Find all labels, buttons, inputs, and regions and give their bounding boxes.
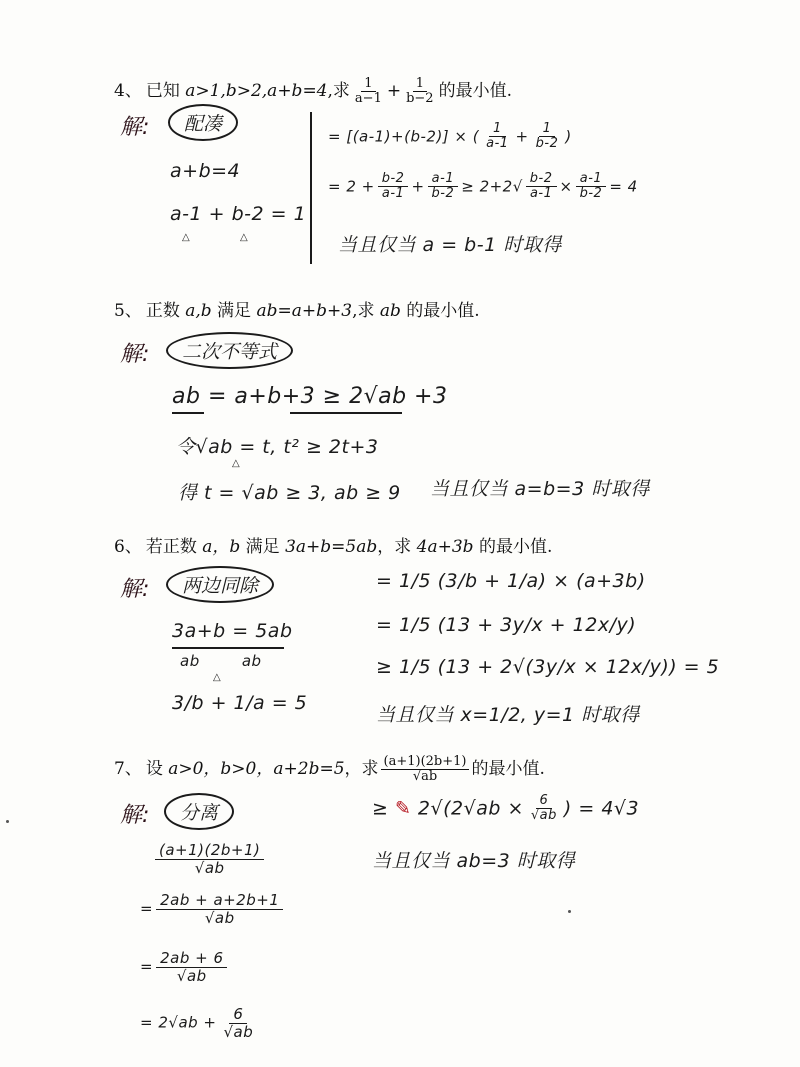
hw-fraction [428, 172, 459, 202]
plus-sign: + [386, 81, 402, 101]
hw-text: = 2√ab + [140, 1013, 217, 1032]
paper-speck [6, 820, 9, 823]
hw-fraction [482, 122, 512, 152]
fraction [352, 77, 385, 106]
problem-target: 4a+3b [416, 537, 474, 557]
hw-line: 当且仅当 x=1/2, y=1 时取得 [376, 704, 640, 726]
hw-line: ≥ 1/5 (13 + 2√(3y/x × 12x/y)) = 5 [376, 656, 720, 678]
hw-line: 得 t = √ab ≥ 3, ab ≥ 9 [178, 482, 401, 504]
hw-text: ) [565, 127, 572, 146]
hw-fraction [220, 1006, 258, 1040]
problem-text: 的最小值. [473, 537, 553, 557]
problem-text: 满足 [211, 301, 257, 321]
hw-fraction [156, 892, 283, 926]
numerator: 2ab + a+2b+1 [156, 892, 283, 910]
denominator: a-1 [486, 136, 509, 152]
hw-fraction [526, 172, 557, 202]
problem-number: 4、 [114, 81, 142, 101]
denominator: √ab [204, 908, 235, 927]
problem-text: ,求 [352, 301, 380, 321]
equals-sign: = [140, 899, 154, 918]
problem-number: 6、 [114, 537, 142, 557]
hw-line: 当且仅当 ab=3 时取得 [372, 850, 576, 872]
problem-vars: a,b [185, 301, 212, 321]
hw-line [140, 1006, 260, 1040]
triangle-mark: △ [232, 458, 240, 469]
triangle-mark: △ [182, 232, 190, 243]
numerator: b-2 [378, 172, 409, 187]
problem-number: 5、 [114, 301, 142, 321]
solution-label: 解: [120, 115, 150, 140]
hw-text: = 4 [609, 177, 638, 196]
solution-label: 解: [120, 577, 150, 602]
problem-text: 已知 [145, 81, 186, 101]
numerator: 1 [413, 77, 427, 92]
denominator: a-1 [529, 186, 553, 202]
hw-fraction [532, 122, 563, 152]
hw-fraction [576, 172, 607, 202]
problem-7 [114, 754, 545, 784]
numerator: a-1 [428, 172, 458, 187]
problem-4 [114, 76, 512, 106]
hw-line: 令√ab = t, t² ≥ 2t+3 [176, 436, 379, 458]
numerator: 1 [539, 122, 556, 137]
hw-line [140, 892, 286, 926]
denominator: a-1 [381, 186, 405, 202]
numerator: 6 [536, 794, 553, 809]
hw-text: ≥ 2+2√ [461, 177, 523, 196]
fraction-bar [172, 647, 284, 649]
denominator: √ab [412, 769, 438, 784]
hw-line: ab ab [180, 652, 262, 670]
hw-text: ≥ [372, 797, 389, 820]
denominator: b-2 [579, 186, 603, 202]
hw-fraction [155, 842, 264, 876]
numerator: b-2 [526, 172, 557, 187]
numerator: a-1 [576, 172, 606, 187]
problem-target: ab [379, 301, 401, 321]
times-sign: × [559, 177, 573, 196]
hw-line: 当且仅当 a = b-1 时取得 [338, 234, 562, 256]
problem-text: 满足 [240, 537, 286, 557]
hw-text: ) = 4√3 [563, 797, 640, 820]
problem-5 [114, 296, 480, 321]
numerator: 2ab + 6 [156, 950, 227, 968]
hw-text: = 2 + [328, 177, 375, 196]
denominator: √ab [194, 858, 225, 877]
problem-condition: a>1,b>2,a+b=4 [185, 81, 328, 101]
problem-text: 设 [145, 759, 169, 779]
divider-line [310, 112, 312, 264]
hw-line [328, 122, 572, 152]
denominator: √ab [176, 966, 207, 985]
plus-sign: + [515, 127, 529, 146]
denominator: a−1 [354, 91, 382, 106]
problem-text: 的最小值. [471, 759, 545, 779]
paper-speck [568, 910, 571, 913]
problem-text: 的最小值. [438, 81, 512, 101]
problem-condition: a>0，b>0，a+2b=5 [168, 759, 345, 779]
hw-line [152, 842, 267, 876]
numerator: (a+1)(2b+1) [155, 842, 264, 860]
denominator: b-2 [535, 136, 559, 152]
problem-number: 7、 [114, 759, 142, 779]
method-oval: 二次不等式 [166, 332, 293, 369]
denominator: b−2 [406, 91, 434, 106]
hw-line: = 1/5 (3/b + 1/a) × (a+3b) [376, 570, 646, 592]
fraction [381, 755, 470, 784]
hw-line: ab = a+b+3 ≥ 2√ab +3 [172, 384, 448, 409]
solution-label: 解: [120, 803, 150, 828]
problem-text: ，求 [377, 537, 417, 557]
hw-text: = [(a-1)+(b-2)] × ( [328, 127, 480, 146]
solution-label: 解: [120, 342, 150, 367]
underline [172, 412, 204, 414]
hw-text: 2√(2√ab × [417, 797, 524, 820]
hw-line: a+b=4 [170, 160, 241, 182]
triangle-mark: △ [213, 672, 221, 683]
hw-line: 当且仅当 a=b=3 时取得 [430, 478, 650, 500]
method-oval: 分离 [164, 793, 234, 830]
plus-sign: + [411, 177, 425, 196]
problem-6 [114, 532, 552, 557]
hw-line [328, 172, 638, 202]
hw-line: 3a+b = 5ab [172, 620, 293, 642]
problem-vars: a，b [202, 537, 241, 557]
problem-condition: 3a+b=5ab [285, 537, 378, 557]
hw-line [372, 794, 639, 824]
hw-fraction [378, 172, 409, 202]
hw-fraction [527, 794, 561, 824]
denominator: √ab [223, 1022, 254, 1041]
denominator: √ab [530, 808, 557, 824]
problem-text: ，求 [344, 759, 379, 779]
numerator: (a+1)(2b+1) [381, 755, 470, 770]
hw-line: = 1/5 (13 + 3y/x + 12x/y) [376, 614, 637, 636]
denominator: b-2 [431, 186, 455, 202]
underline [290, 412, 402, 414]
numerator: 1 [361, 77, 375, 92]
method-oval: 配凑 [168, 104, 238, 141]
problem-text: 正数 [145, 301, 186, 321]
problem-text: ,求 [327, 81, 350, 101]
fraction [403, 77, 437, 106]
problem-text: 若正数 [145, 537, 203, 557]
problem-text: 的最小值. [400, 301, 480, 321]
problem-condition: ab=a+b+3 [256, 301, 353, 321]
triangle-mark: △ [240, 232, 248, 243]
hw-line: 3/b + 1/a = 5 [172, 692, 308, 714]
red-mark: ✎ [388, 797, 418, 820]
numerator: 6 [229, 1006, 247, 1024]
equals-sign: = [140, 957, 154, 976]
numerator: 1 [489, 122, 506, 137]
hw-fraction [156, 950, 227, 984]
hw-line: a-1 + b-2 = 1 [170, 203, 307, 225]
method-oval: 两边同除 [166, 566, 274, 603]
hw-line [140, 950, 230, 984]
